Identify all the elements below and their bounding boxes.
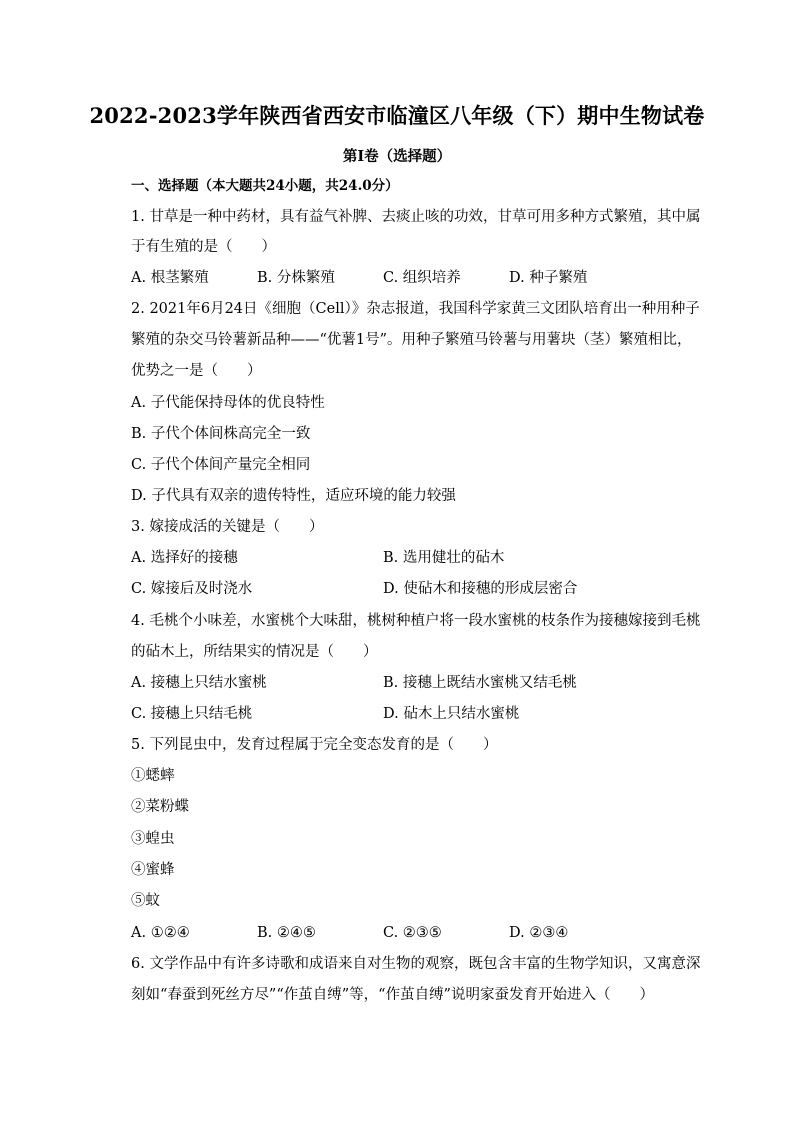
- question-text-line: 的砧木上，所结果实的情况是（ ）: [131, 644, 378, 660]
- option-c[interactable]: C. 组织培养: [383, 270, 461, 286]
- question-text-line: 3. 嫁接成活的关键是（ ）: [131, 519, 324, 535]
- question-text-line: 6. 文学作品中有许多诗歌和成语来自对生物的观察，既包含丰富的生物学知识，又寓意深: [131, 956, 701, 972]
- option-a[interactable]: A. 接穗上只结水蜜桃: [131, 675, 267, 691]
- list-item: ②菜粉蝶: [131, 799, 189, 815]
- question-text-line: 5. 下列昆虫中，发育过程属于完全变态发育的是（ ）: [131, 737, 498, 753]
- question-text-line: 刻如“春蚕到死丝方尽”“作茧自缚”等，“作茧自缚”说明家蚕发育开始进入（ ）: [131, 987, 654, 1003]
- option-d[interactable]: D. 子代具有双亲的遗传特性，适应环境的能力较强: [131, 488, 456, 504]
- option-d[interactable]: D. 砧木上只结水蜜桃: [383, 706, 520, 722]
- question-text-line: 于有生殖的是（ ）: [131, 239, 276, 255]
- option-c[interactable]: C. ②③⑤: [383, 925, 442, 941]
- option-a[interactable]: A. ①②④: [131, 925, 190, 941]
- option-a[interactable]: A. 选择好的接穗: [131, 550, 238, 566]
- list-item: ⑤蚊: [131, 893, 160, 909]
- option-d[interactable]: D. 使砧木和接穗的形成层密合: [383, 581, 578, 597]
- option-a[interactable]: A. 子代能保持母体的优良特性: [131, 395, 325, 411]
- option-c[interactable]: C. 嫁接后及时浇水: [131, 581, 253, 597]
- option-b[interactable]: B. 接穗上既结水蜜桃又结毛桃: [383, 675, 577, 691]
- option-b[interactable]: B. 分株繁殖: [257, 270, 335, 286]
- list-item: ③蝗虫: [131, 831, 175, 847]
- question-text-line: 优势之一是（ ）: [131, 363, 262, 379]
- question-text-line: 2. 2021年6月24日《细胞（Cell）》杂志报道，我国科学家黄三文团队培育出一种用种子: [131, 301, 700, 317]
- option-c[interactable]: C. 接穗上只结毛桃: [131, 706, 253, 722]
- option-b[interactable]: B. 子代个体间株高完全一致: [131, 426, 311, 442]
- question-text-line: 繁殖的杂交马铃薯新品种——“优薯1号”。用种子繁殖马铃薯与用薯块（茎）繁殖相比，: [131, 332, 692, 348]
- option-c[interactable]: C. 子代个体间产量完全相同: [131, 457, 311, 473]
- question-text-line: 4. 毛桃个小味差，水蜜桃个大味甜，桃树种植户将一段水蜜桃的枝条作为接穗嫁接到毛桃: [131, 613, 701, 629]
- option-b[interactable]: B. ②④⑤: [257, 925, 316, 941]
- list-item: ④蜜蜂: [131, 862, 175, 878]
- section-subtitle: 第Ⅰ卷（选择题）: [342, 148, 452, 165]
- option-b[interactable]: B. 选用健壮的砧木: [383, 550, 505, 566]
- page-title: 2022-2023学年陕西省西安市临潼区八年级（下）期中生物试卷: [89, 103, 705, 128]
- question-text-line: 1. 甘草是一种中药材，具有益气补脾、去痰止咳的功效，甘草可用多种方式繁殖，其中属: [131, 209, 701, 225]
- option-d[interactable]: D. ②③④: [509, 925, 569, 941]
- option-d[interactable]: D. 种子繁殖: [509, 270, 588, 286]
- section-heading: 一、选择题（本大题共24小题，共24.0分）: [131, 178, 399, 194]
- option-a[interactable]: A. 根茎繁殖: [131, 270, 209, 286]
- list-item: ①蟋蟀: [131, 768, 175, 784]
